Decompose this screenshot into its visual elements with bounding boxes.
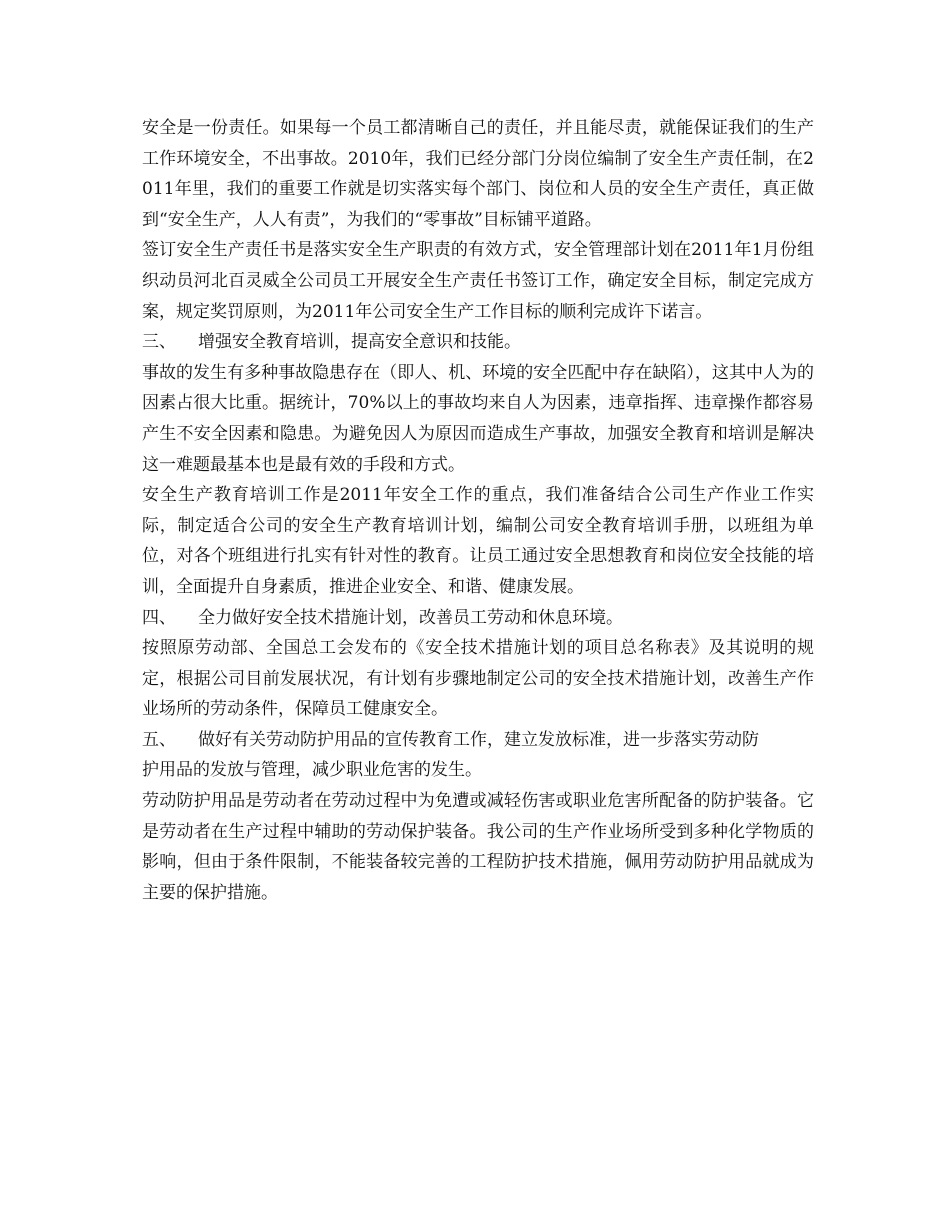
paragraph-responsibility: 安全是一份责任。如果每一个员工都清晰自己的责任，并且能尽责，就能保证我们的生产工作环境安全，不出事故。2010年，我们已经分部门分岗位编制了安全生产责任制，在2011年里，我们的重要工作就是切实落实每个部门、岗位和人员的安全生产责任，真正做到“安全生产，人人有责”，为我们的“零事故”目标铺平道路。 (142, 118, 814, 230)
section-title: 全力做好安全技术措施计划，改善员工劳动和休息环境。 (198, 607, 623, 628)
paragraph-technical-measures: 按照原劳动部、全国总工会发布的《安全技术措施计划的项目总名称表》及其说明的规定，根据公司目前发展状况，有计划有步骤地制定公司的安全技术措施计划，改善生产作业场所的劳动条件，保障员工健康安全。 (142, 638, 814, 720)
section-number: 四、 (142, 607, 176, 628)
paragraph-training-plan: 安全生产教育培训工作是2011年安全工作的重点，我们准备结合公司生产作业工作实际，制定适合公司的安全生产教育培训计划，编制公司安全教育培训手册，以班组为单位，对各个班组进行扎实有针对性的教育。让员工通过安全思想教育和岗位安全技能的培训，全面提升自身素质，推进企业安全、和谐、健康发展。 (142, 485, 814, 597)
document-body (142, 113, 814, 908)
paragraph-responsibility-letter: 签订安全生产责任书是落实安全生产职责的有效方式，安全管理部计划在2011年1月份组织动员河北百灵威全公司员工开展安全生产责任书签订工作，确定安全目标，制定完成方案，规定奖罚原则，为2011年公司安全生产工作目标的顺利完成许下诺言。 (142, 240, 814, 322)
section-number: 三、 (142, 332, 176, 353)
section-heading-5 (142, 725, 814, 756)
paragraph-protective-equipment: 劳动防护用品是劳动者在劳动过程中为免遭或减轻伤害或职业危害所配备的防护装备。它是劳动者在生产过程中辅助的劳动保护装备。我公司的生产作业场所受到多种化学物质的影响，但由于条件限制，不能装备较完善的工程防护技术措施，佩用劳动防护用品就成为主要的保护措施。 (142, 791, 814, 903)
section-heading-3 (142, 327, 814, 358)
section-heading-5-continued: 护用品的发放与管理，减少职业危害的发生。 (142, 760, 482, 781)
section-number: 五、 (142, 729, 176, 750)
section-title: 做好有关劳动防护用品的宣传教育工作，建立发放标准，进一步落实劳动防 (198, 729, 759, 750)
section-title: 增强安全教育培训，提高安全意识和技能。 (198, 332, 521, 353)
paragraph-accident-causes: 事故的发生有多种事故隐患存在（即人、机、环境的安全匹配中存在缺陷），这其中人为的因素占很大比重。据统计，70%以上的事故均来自人为因素，违章指挥、违章操作都容易产生不安全因素和隐患。为避免因人为原因而造成生产事故，加强安全教育和培训是解决这一难题最基本也是最有效的手段和方式。 (142, 362, 814, 475)
section-heading-4 (142, 603, 814, 634)
